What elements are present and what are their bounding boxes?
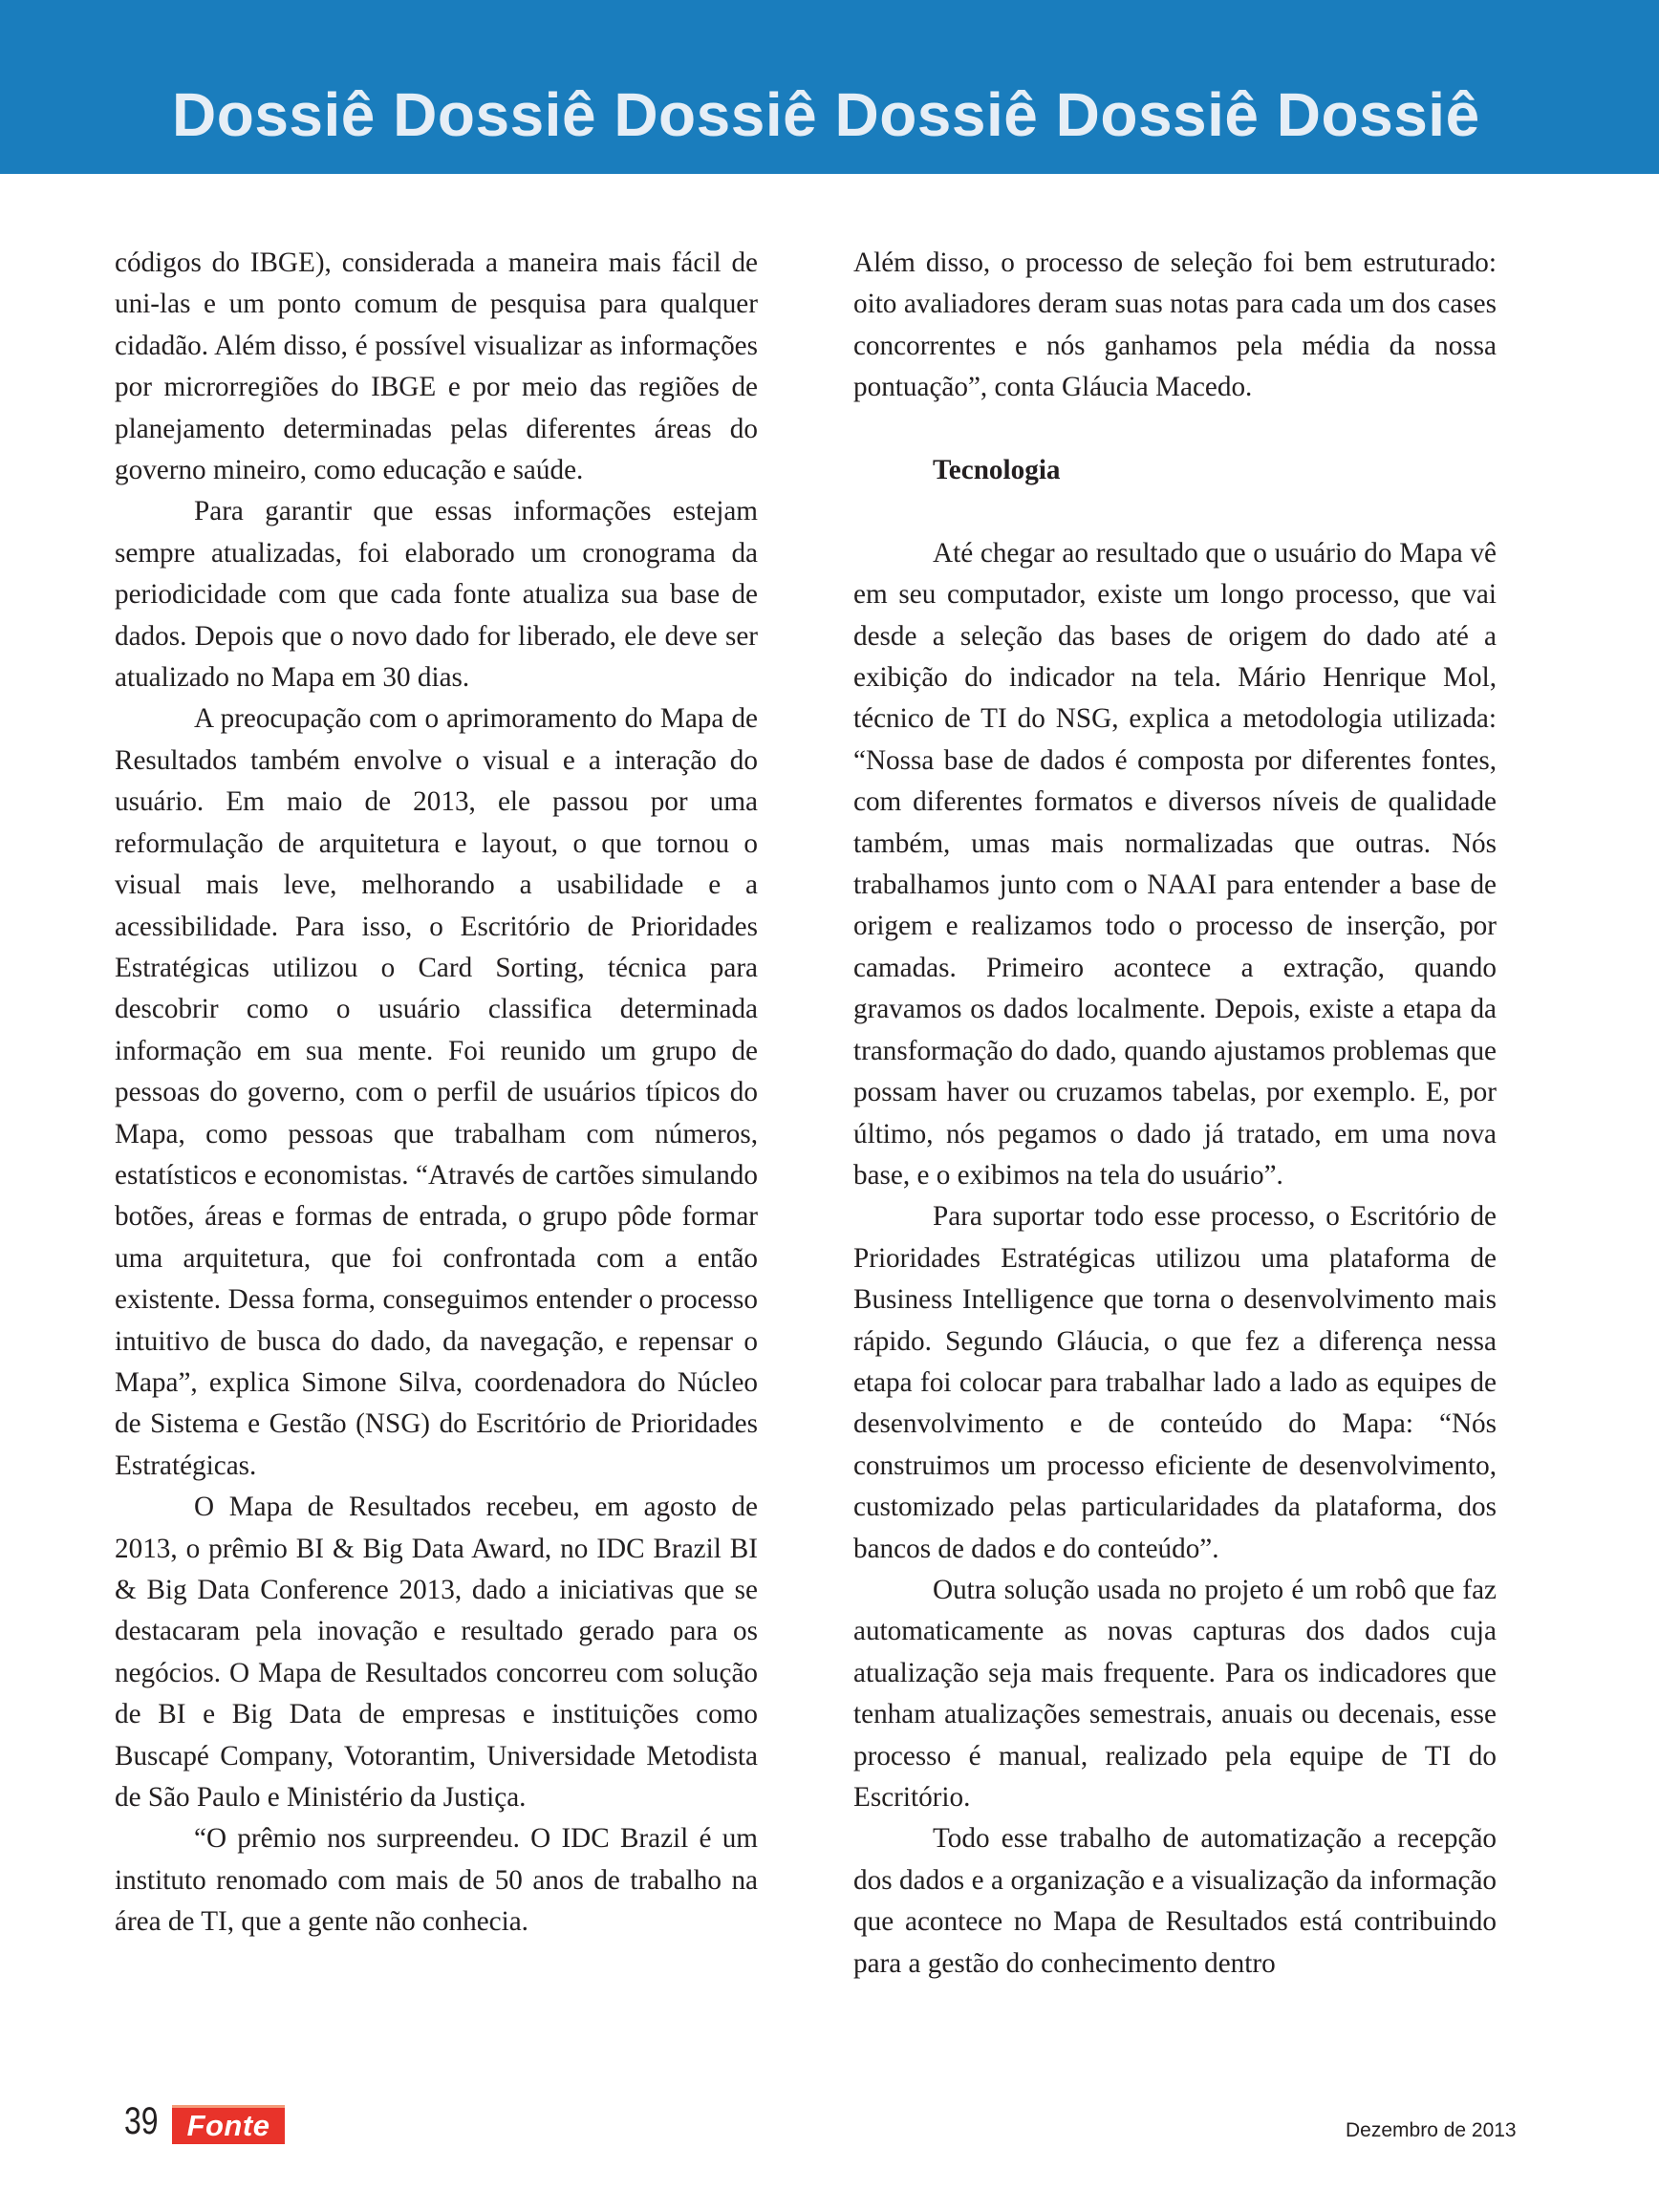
- subheading: Tecnologia: [933, 455, 1061, 486]
- paragraph: Todo esse trabalho de automatização a recepção dos dados e a organização e a visualização da informação que acontece no Mapa de Resultados está contribuindo para a gestão do conhecimento dentro: [853, 1823, 1497, 1979]
- paragraph: Além disso, o processo de seleção foi bem estruturado: oito avaliadores deram suas notas para cada um dos cases concorrentes e nós ganhamos pela média da nossa pontuação”, conta Gláucia Macedo.: [853, 247, 1497, 403]
- paragraph: Para suportar todo esse processo, o Escritório de Prioridades Estratégicas utilizou uma plataforma de Business Intelligence que torna o desenvolvimento mais rápido. Segundo Gláucia, o que fez a diferença nessa etapa foi colocar para trabalhar lado a lado as equipes de desenvolvimento e de conteúdo do Mapa: “Nós construimos um processo eficiente de desenvolvimento, customizado pelas particularidades da plataforma, dos bancos de dados e do conteúdo”.: [853, 1201, 1497, 1564]
- paragraph: Outra solução usada no projeto é um robô que faz automaticamente as novas capturas dos dados cuja atualização seja mais frequente. Para os indicadores que tenham atualizações semestrais, anuais ou decenais, esse processo é manual, realizado pela equipe de TI do Escritório.: [853, 1574, 1497, 1813]
- paragraph: Até chegar ao resultado que o usuário do Mapa vê em seu computador, existe um longo processo, que vai desde a seleção das bases de origem do dado até a exibição do indicador na tela. Mário Henrique Mol, técnico de TI do NSG, explica a metodologia utilizada: “Nossa base de dados é composta por diferentes fontes, com diferentes formatos e diversos níveis de qualidade também, umas mais normalizadas que outras. Nós trabalhamos junto com o NAAI para entender a base de origem e realizamos todo o processo de inserção, por camadas. Primeiro acontece a extração, quando gravamos os dados localmente. Depois, existe a etapa da transformação do dado, quando ajustamos problemas que possam haver ou cruzamos tabelas, por exemplo. E, por último, nós pegamos o dado já tratado, em uma nova base, e o exibimos na tela do usuário”.: [853, 537, 1497, 1191]
- section-title: Dossiê Dossiê Dossiê Dossiê Dossiê Dossiê: [172, 80, 1480, 149]
- spacer: [853, 409, 1497, 450]
- right-column: [853, 243, 1497, 1985]
- paragraph: A preocupação com o aprimoramento do Mapa de Resultados também envolve o visual e a interação do usuário. Em maio de 2013, ele passou por uma reformulação de arquitetura e layout, o que tornou o visual mais leve, melhorando a usabilidade e a acessibilidade. Para isso, o Escritório de Prioridades Estratégicas utilizou o Card Sorting, técnica para descobrir como o usuário classifica determinada informação em sua mente. Foi reunido um grupo de pessoas do governo, com o perfil de usuários típicos do Mapa, como pessoas que trabalham com números, estatísticos e economistas. “Através de cartões simulando botões, áreas e formas de entrada, o grupo pôde formar uma arquitetura, que foi confrontada com a então existente. Dessa forma, conseguimos entender o processo intuitivo de busca do dado, da navegação, e repensar o Mapa”, explica Simone Silva, coordenadora do Núcleo de Sistema e Gestão (NSG) do Escritório de Prioridades Estratégicas.: [115, 703, 758, 1481]
- paragraph: O Mapa de Resultados recebeu, em agosto de 2013, o prêmio BI & Big Data Award, no IDC Brazil BI & Big Data Conference 2013, dado a iniciativas que se destacaram pela inovação e resultado gerado para os negócios. O Mapa de Resultados concorreu com solução de BI e Big Data de empresas e instituições como Buscapé Company, Votorantim, Universidade Metodista de São Paulo e Ministério da Justiça.: [115, 1492, 758, 1814]
- paragraph: códigos do IBGE), considerada a maneira mais fácil de uni-las e um ponto comum de pesquisa para qualquer cidadão. Além disso, é possível visualizar as informações por microrregiões do IBGE e por meio das regiões de planejamento determinadas pelas diferentes áreas do governo mineiro, como educação e saúde.: [115, 247, 758, 486]
- paragraph: Para garantir que essas informações estejam sempre atualizadas, foi elaborado um cronograma da periodicidade com que cada fonte atualiza sua base de dados. Depois que o novo dado for liberado, ele deve ser atualizado no Mapa em 30 dias.: [115, 496, 758, 694]
- left-column: [115, 243, 758, 1944]
- fonte-logo: Fonte: [172, 2105, 285, 2144]
- spacer: [853, 491, 1497, 532]
- page-number: 39: [124, 2100, 159, 2142]
- dossie-header-band: [0, 0, 1659, 174]
- issue-date: Dezembro de 2013: [1346, 2119, 1517, 2141]
- paragraph: “O prêmio nos surpreendeu. O IDC Brazil é um instituto renomado com mais de 50 anos de trabalho na área de TI, que a gente não conhecia.: [115, 1823, 758, 1938]
